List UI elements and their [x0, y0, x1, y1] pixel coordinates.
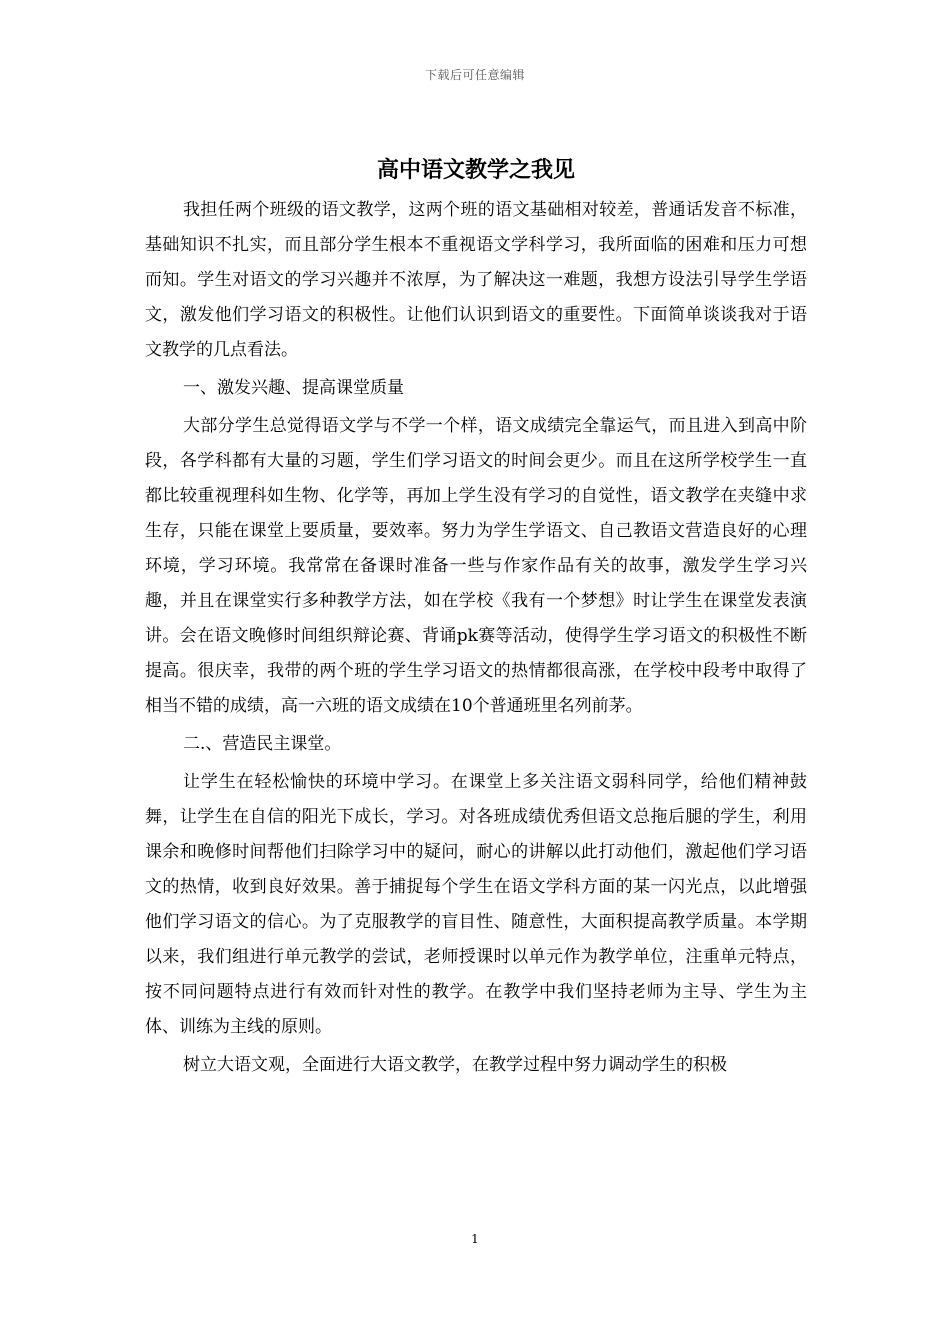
- page-header: 下载后可任意编辑: [424, 68, 525, 82]
- section-paragraph-3: 树立大语文观，全面进行大语文教学，在教学过程中努力调动学生的积极: [183, 1055, 727, 1075]
- section-paragraph-2: 让学生在轻松愉快的环境中学习。在课堂上多关注语文弱科同学，给他们精神鼓舞，让学生在自信的阳光下成长，学习。对各班成绩优秀但语文总拖后腿的学生，利用课余和晚修时间帮他们扫除学习中的疑问，耐心的讲解以此打动他们，激起他们学习语文的热情，收到良好效果。善于捕捉每个学生在语文学科方面的某一闪光点，以此增强他们学习语文的信心。为了克服教学的盲目性、随意性，大面积提高教学质量。本学期以来，我们组进行单元教学的尝试，老师授课时以单元作为教学单位，注重单元特点，按不同问题特点进行有效而针对性的教学。在教学中我们坚持老师为主导、学生为主体、训练为主线的原则。: [145, 772, 807, 1037]
- section-paragraph-1: 大部分学生总觉得语文学与不学一个样，语文成绩完全靠运气，而且进入到高中阶段，各学科都有大量的习题，学生们学习语文的时间会更少。而且在这所学校学生一直都比较重视理科如生物、化学等，再加上学生没有学习的自觉性，语文教学在夹缝中求生存，只能在课堂上要质量，要效率。努力为学生学语文、自己教语文营造良好的心理环境，学习环境。我常常在备课时准备一些与作家作品有关的故事，激发学生学习兴趣，并且在课堂实行多种教学方法，如在学校《我有一个梦想》时让学生在课堂发表演讲。会在语文晚修时间组织辩论赛、背诵pk赛等活动，使得学生学习语文的积极性不断提高。很庆幸，我带的两个班的学生学习语文的热情都很高涨，在学校中段考中取得了相当不错的成绩，高一六班的语文成绩在10个普通班里名列前茅。: [145, 416, 807, 716]
- intro-paragraph: 我担任两个班级的语文教学，这两个班的语文基础相对较差，普通话发音不标准，基础知识不扎实，而且部分学生根本不重视语文学科学习，我所面临的困难和压力可想而知。学生对语文的学习兴趣并不浓厚，为了解决这一难题，我想方设法引导学生学语文，激发他们学习语文的积极性。让他们认识到语文的重要性。下面简单谈谈我对于语文教学的几点看法。: [145, 200, 807, 360]
- document-title: 高中语文教学之我见: [376, 157, 575, 183]
- page-number: 1: [471, 1232, 479, 1246]
- document-body: [145, 152, 807, 1083]
- section-heading-1: 一、激发兴趣、提高课堂质量: [183, 378, 404, 398]
- section-heading-2: 二.、营造民主课堂。: [183, 734, 342, 754]
